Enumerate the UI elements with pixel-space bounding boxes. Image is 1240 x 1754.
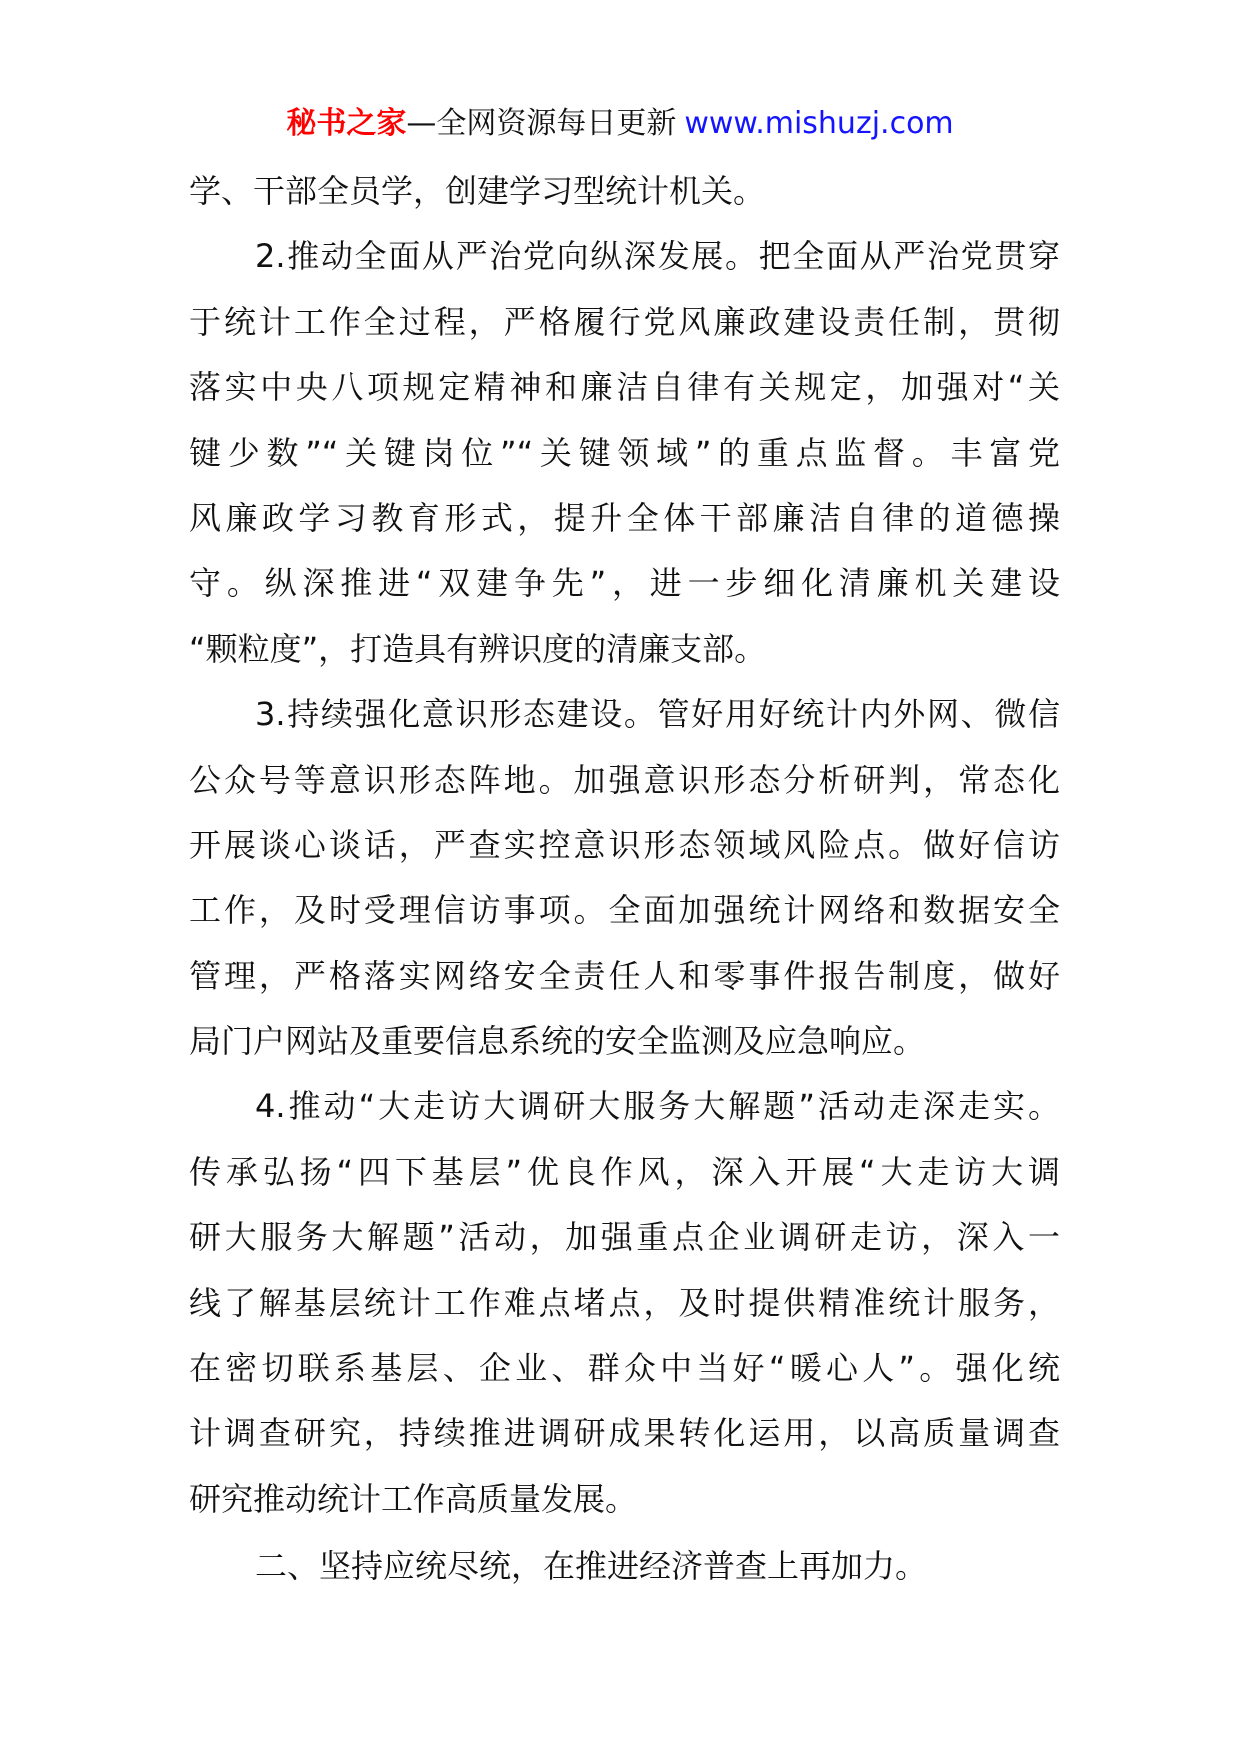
text-line: 传承弘扬“四下基层”优良作风，深入开展“大走访大调 xyxy=(189,1152,1060,1191)
header-tagline: —全网资源每日更新 xyxy=(406,106,677,141)
brand-name: 秘书之家 xyxy=(286,106,407,141)
site-header xyxy=(0,104,1240,144)
text-line: 工作，及时受理信访事项。全面加强统计网络和数据安全 xyxy=(189,891,1060,930)
text-line: 在密切联系基层、企业、群众中当好“暖心人”。强化统 xyxy=(189,1349,1060,1388)
text-line: “颗粒度”，打造具有辨识度的清廉支部。 xyxy=(189,629,767,668)
site-url: www.mishuzj.com xyxy=(684,106,954,141)
text-line: 研究推动统计工作高质量发展。 xyxy=(189,1479,638,1518)
text-line: 落实中央八项规定精神和廉洁自律有关规定，加强对“关 xyxy=(189,368,1060,407)
paragraph-continuation xyxy=(189,159,1060,224)
paragraph-4 xyxy=(189,1074,1060,1532)
text-line: 4.推动“大走访大调研大服务大解题”活动走深走实。 xyxy=(255,1087,1060,1126)
paragraph-3 xyxy=(189,682,1060,1074)
text-line: 计调查研究，持续推进调研成果转化运用，以高质量调查 xyxy=(189,1414,1060,1453)
paragraph-2 xyxy=(189,224,1060,682)
text-line: 2.推动全面从严治党向纵深发展。把全面从严治党贯穿 xyxy=(255,237,1060,276)
text-line: 公众号等意识形态阵地。加强意识形态分析研判，常态化 xyxy=(189,760,1060,799)
document-body xyxy=(189,159,1060,1600)
text-line: 于统计工作全过程，严格履行党风廉政建设责任制，贯彻 xyxy=(189,302,1060,341)
text-line: 学、干部全员学，创建学习型统计机关。 xyxy=(189,172,766,210)
text-line: 守。纵深推进“双建争先”，进一步细化清廉机关建设 xyxy=(189,564,1060,603)
section-heading-block xyxy=(189,1532,1060,1600)
section-heading: 二、坚持应统尽统，在推进经济普查上再加力。 xyxy=(255,1547,928,1586)
text-line: 局门户网站及重要信息系统的安全监测及应急响应。 xyxy=(189,1022,926,1061)
text-line: 研大服务大解题”活动，加强重点企业调研走访，深入一 xyxy=(189,1218,1060,1257)
text-line: 开展谈心谈话，严查实控意识形态领域风险点。做好信访 xyxy=(189,825,1060,864)
text-line: 管理，严格落实网络安全责任人和零事件报告制度，做好 xyxy=(189,956,1060,995)
text-line: 键少数”“关键岗位”“关键领域”的重点监督。丰富党 xyxy=(189,433,1060,472)
text-line: 线了解基层统计工作难点堵点，及时提供精准统计服务， xyxy=(189,1283,1060,1322)
text-line: 风廉政学习教育形式，提升全体干部廉洁自律的道德操 xyxy=(189,498,1060,537)
text-line: 3.持续强化意识形态建设。管好用好统计内外网、微信 xyxy=(255,695,1060,734)
